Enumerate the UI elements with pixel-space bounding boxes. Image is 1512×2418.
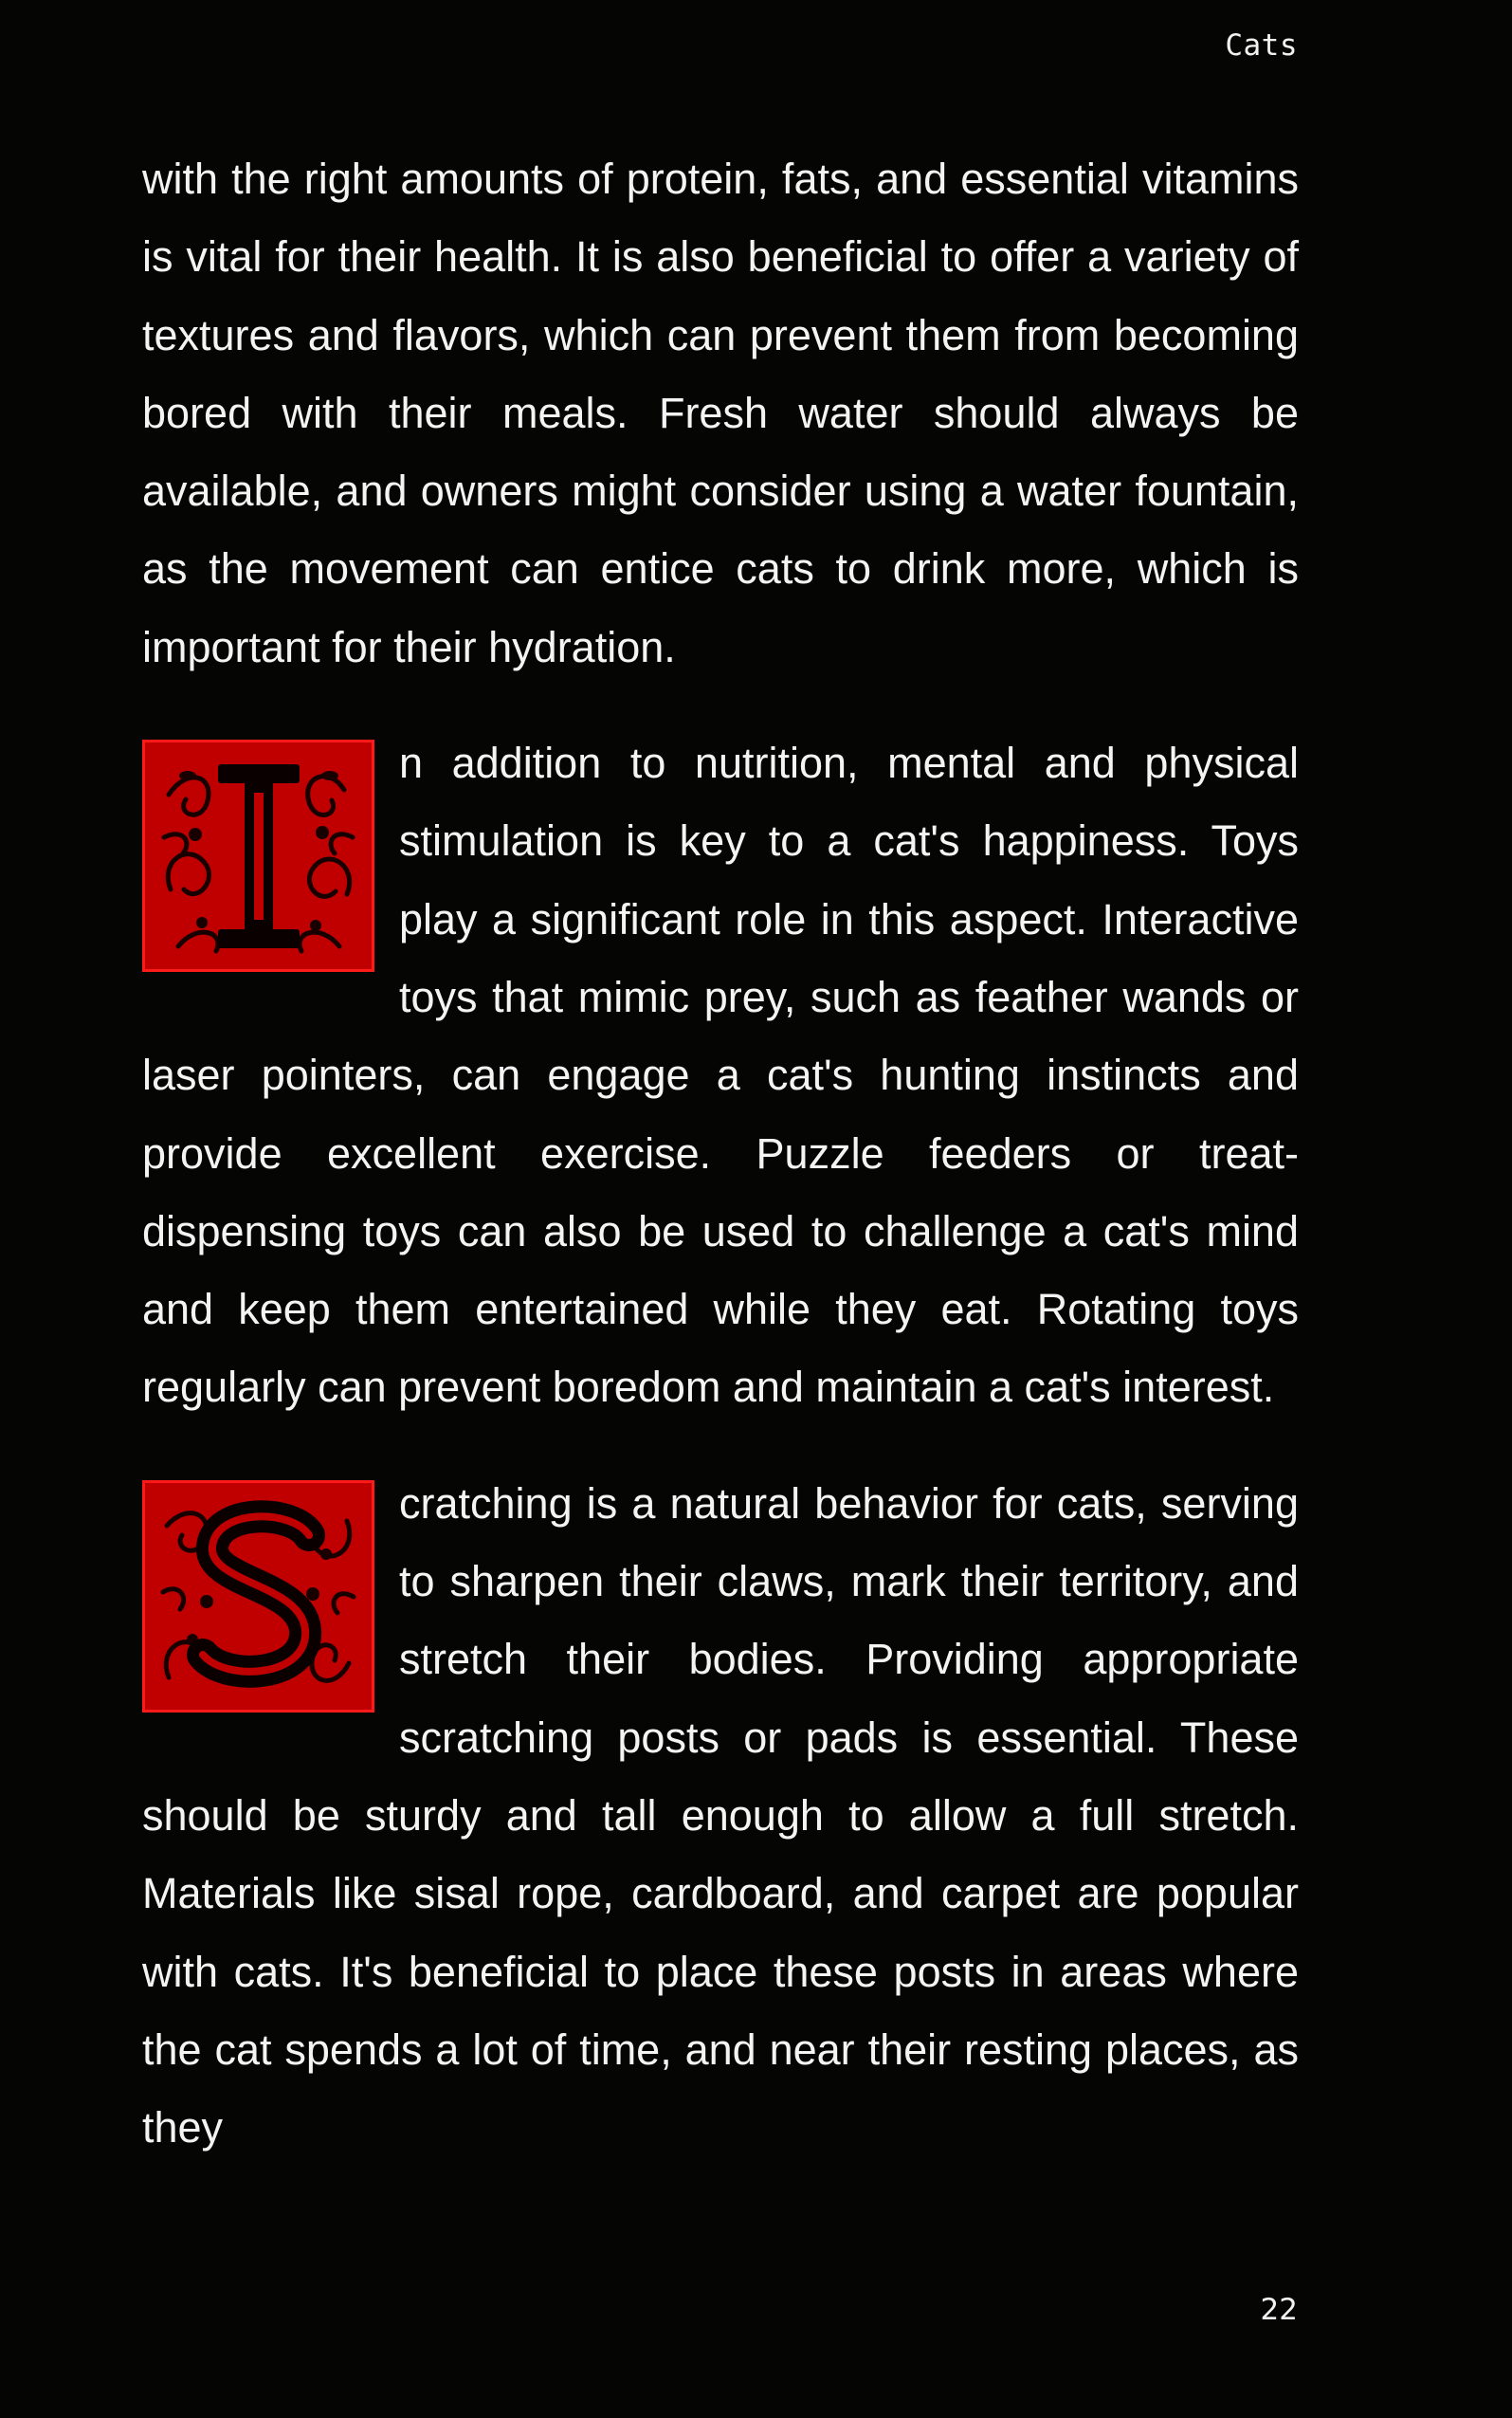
drop-cap-s-ornament (142, 1480, 374, 1713)
paragraph-stimulation (142, 724, 1299, 1427)
running-header: Cats (1225, 28, 1298, 63)
paragraph-stimulation-text: n addition to nutrition, mental and physical stimulation is key to a cat's happiness. Toys play a significant role in this aspect. Interactive toys that mimic prey, such as feather wands or laser pointers, can engage a cat's hunting instincts and provide excellent exercise. Puzzle feeders or treat-dispensing toys can also be used to challenge a cat's mind and keep them entertained while they eat. Rotating toys regularly can prevent boredom and maintain a cat's interest. (142, 739, 1299, 1412)
paragraph-scratching-text: cratching is a natural behavior for cats, serving to sharpen their claws, mark their territory, and stretch their bodies. Providing appropriate scratching posts or pads is essential. These should be sturdy and tall enough to allow a full stretch. Materials like sisal rope, cardboard, and carpet are popular with cats. It's beneficial to place these posts in areas where the cat spends a lot of time, and near their resting places, as they (142, 1478, 1299, 2152)
page-number: 22 (1260, 2293, 1298, 2327)
paragraph-scratching (142, 1465, 1299, 2168)
page-body (142, 140, 1299, 2167)
drop-cap-i-ornament (142, 740, 374, 972)
paragraph-nutrition: with the right amounts of protein, fats, and essential vitamins is vital for their health. It is also beneficial to offer a variety of textures and flavors, which can prevent them from becoming bored with their meals. Fresh water should always be available, and owners might consider using a water fountain, as the movement can entice cats to drink more, which is important for their hydration. (142, 155, 1299, 671)
